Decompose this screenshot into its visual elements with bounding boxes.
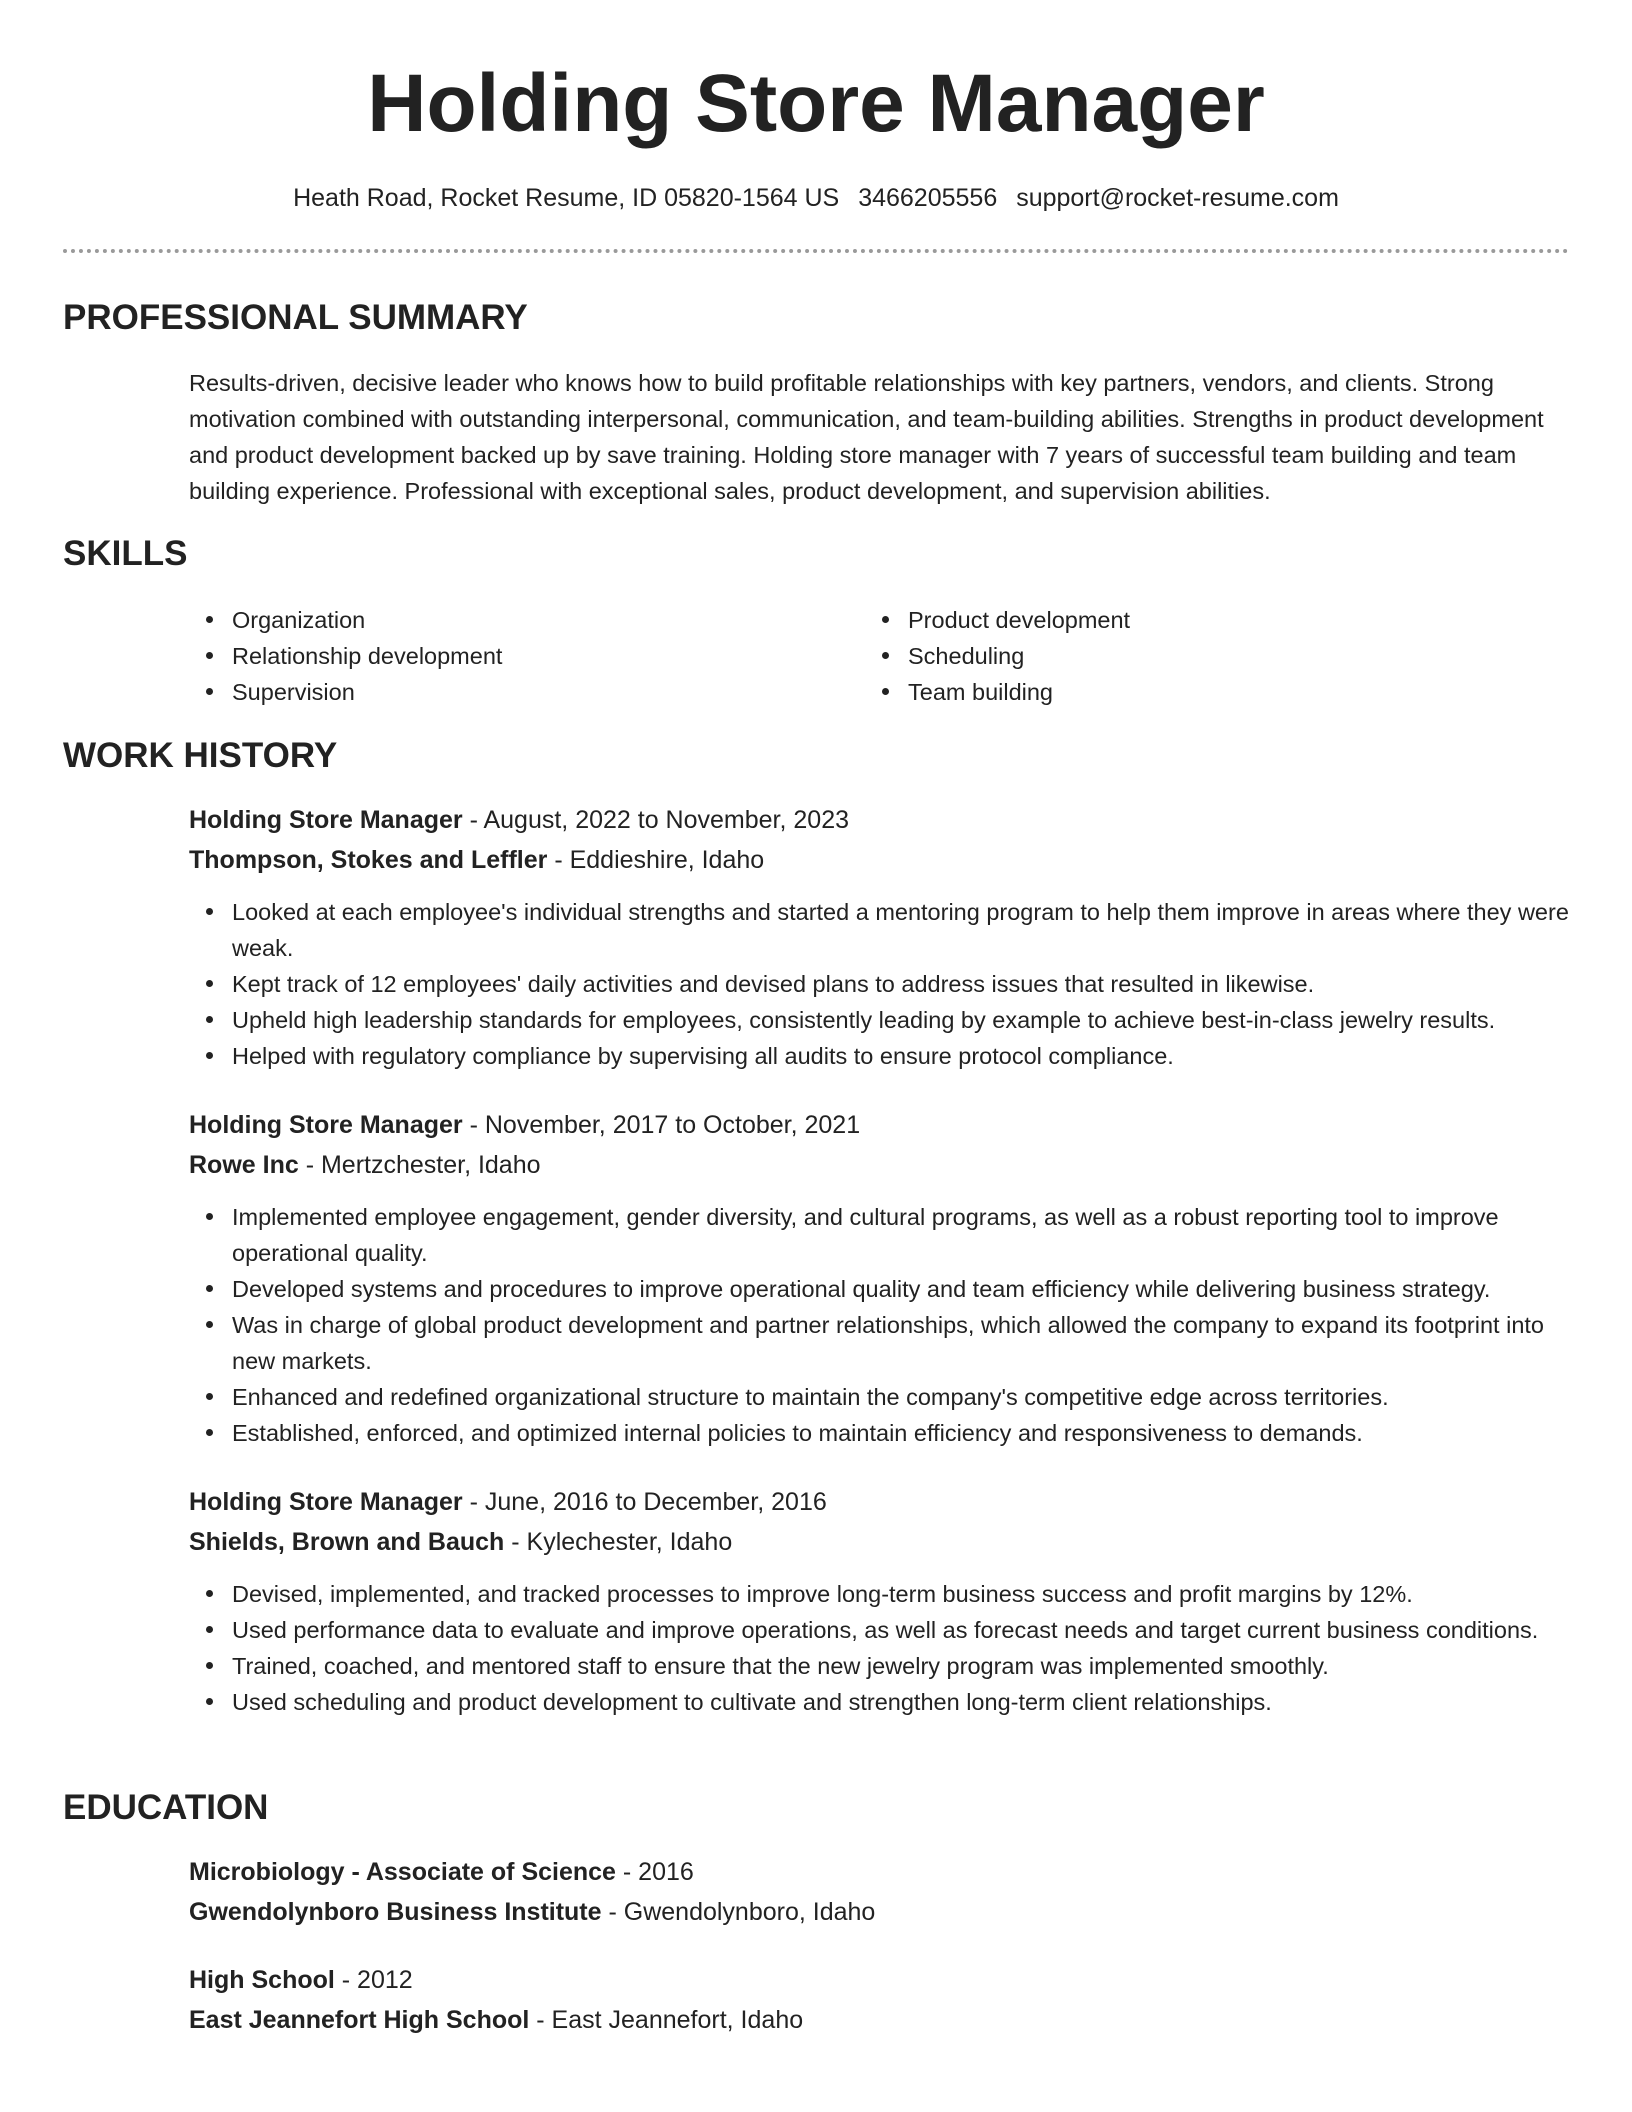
job-company: Shields, Brown and Bauch <box>189 1528 505 1556</box>
contact-phone: 3466205556 <box>858 184 998 212</box>
skills-list-right <box>865 602 1130 710</box>
job-title-line <box>189 1105 1574 1145</box>
education-degree-line <box>189 1960 1574 2000</box>
job-title-line <box>189 1482 1574 1522</box>
job-bullet: Established, enforced, and optimized internal policies to maintain efficiency and responsiveness to demands. <box>189 1415 1574 1451</box>
skill-item: Scheduling <box>865 638 1130 674</box>
skill-item: Organization <box>189 602 502 638</box>
education-school-line <box>189 1892 1574 1932</box>
job-bullets <box>189 1199 1574 1451</box>
job-entry <box>189 800 1574 1074</box>
skill-item: Supervision <box>189 674 502 710</box>
education-school-line <box>189 2000 1574 2040</box>
candidate-name: Holding Store Manager <box>367 58 1265 149</box>
job-bullet: Developed systems and procedures to improve operational quality and team efficiency while delivering business strategy. <box>189 1271 1574 1307</box>
job-bullet: Used performance data to evaluate and improve operations, as well as forecast needs and target current business conditions. <box>189 1612 1574 1648</box>
education-entry <box>189 1852 1574 1932</box>
education-year: - 2016 <box>615 1858 694 1886</box>
job-company-line <box>189 1522 1574 1562</box>
contact-address: Heath Road, Rocket Resume, ID 05820-1564 US <box>293 184 840 212</box>
education-degree: High School <box>189 1966 335 1994</box>
job-bullets <box>189 1576 1574 1720</box>
job-company: Thompson, Stokes and Leffler <box>189 846 548 874</box>
job-bullet: Implemented employee engagement, gender diversity, and cultural programs, as well as a robust reporting tool to improve operational quality. <box>189 1199 1574 1271</box>
job-dates: - November, 2017 to October, 2021 <box>462 1111 861 1139</box>
education-location: - East Jeannefort, Idaho <box>529 2006 804 2034</box>
education-school: East Jeannefort High School <box>189 2006 530 2034</box>
job-title: Holding Store Manager <box>189 806 463 834</box>
education-year: - 2012 <box>334 1966 413 1994</box>
work-history-heading: WORK HISTORY <box>63 736 338 775</box>
job-title-line <box>189 800 1574 840</box>
education-degree-line <box>189 1852 1574 1892</box>
job-company: Rowe Inc <box>189 1151 299 1179</box>
summary-text: Results-driven, decisive leader who knows how to build profitable relationships with key partners, vendors, and clients. Strong motivation combined with outstanding interpersonal, communication, and team-building abilities. Strengths in product development and product development backed up by save training. Holding store manager with 7 years of successful team building and team building experience. Professional with exceptional sales, product development, and supervision abilities. <box>189 370 1544 504</box>
job-bullet: Devised, implemented, and tracked processes to improve long-term business success and profit margins by 12%. <box>189 1576 1574 1612</box>
education-heading: EDUCATION <box>63 1788 269 1827</box>
job-title: Holding Store Manager <box>189 1111 463 1139</box>
job-location: - Eddieshire, Idaho <box>547 846 765 874</box>
job-title: Holding Store Manager <box>189 1488 463 1516</box>
job-location: - Kylechester, Idaho <box>504 1528 733 1556</box>
job-bullet: Kept track of 12 employees' daily activities and devised plans to address issues that resulted in likewise. <box>189 966 1574 1002</box>
job-bullet: Trained, coached, and mentored staff to ensure that the new jewelry program was implemented smoothly. <box>189 1648 1574 1684</box>
education-location: - Gwendolynboro, Idaho <box>601 1898 876 1926</box>
job-entry <box>189 1105 1574 1451</box>
job-bullet: Looked at each employee's individual strengths and started a mentoring program to help them improve in areas where they were weak. <box>189 894 1574 966</box>
skill-item: Product development <box>865 602 1130 638</box>
job-company-line <box>189 840 1574 880</box>
job-dates: - August, 2022 to November, 2023 <box>462 806 850 834</box>
job-bullet: Enhanced and redefined organizational structure to maintain the company's competitive edge across territories. <box>189 1379 1574 1415</box>
skills-heading: SKILLS <box>63 534 188 573</box>
job-location: - Mertzchester, Idaho <box>298 1151 541 1179</box>
contact-email: support@rocket-resume.com <box>1016 184 1339 212</box>
skill-item: Relationship development <box>189 638 502 674</box>
job-bullet: Helped with regulatory compliance by supervising all audits to ensure protocol compliance. <box>189 1038 1574 1074</box>
education-degree: Microbiology - Associate of Science <box>189 1858 616 1886</box>
contact-line <box>0 181 1632 215</box>
job-dates: - June, 2016 to December, 2016 <box>462 1488 827 1516</box>
education-school: Gwendolynboro Business Institute <box>189 1898 602 1926</box>
job-company-line <box>189 1145 1574 1185</box>
job-entry <box>189 1482 1574 1720</box>
job-bullet: Upheld high leadership standards for employees, consistently leading by example to achieve best-in-class jewelry results. <box>189 1002 1574 1038</box>
education-entry <box>189 1960 1574 2040</box>
skills-list-left <box>189 602 502 710</box>
skill-item: Team building <box>865 674 1130 710</box>
header-divider <box>63 249 1569 253</box>
job-bullets <box>189 894 1574 1074</box>
job-bullet: Used scheduling and product development to cultivate and strengthen long-term client relationships. <box>189 1684 1574 1720</box>
summary-heading: PROFESSIONAL SUMMARY <box>63 298 528 337</box>
job-bullet: Was in charge of global product development and partner relationships, which allowed the company to expand its footprint into new markets. <box>189 1307 1574 1379</box>
